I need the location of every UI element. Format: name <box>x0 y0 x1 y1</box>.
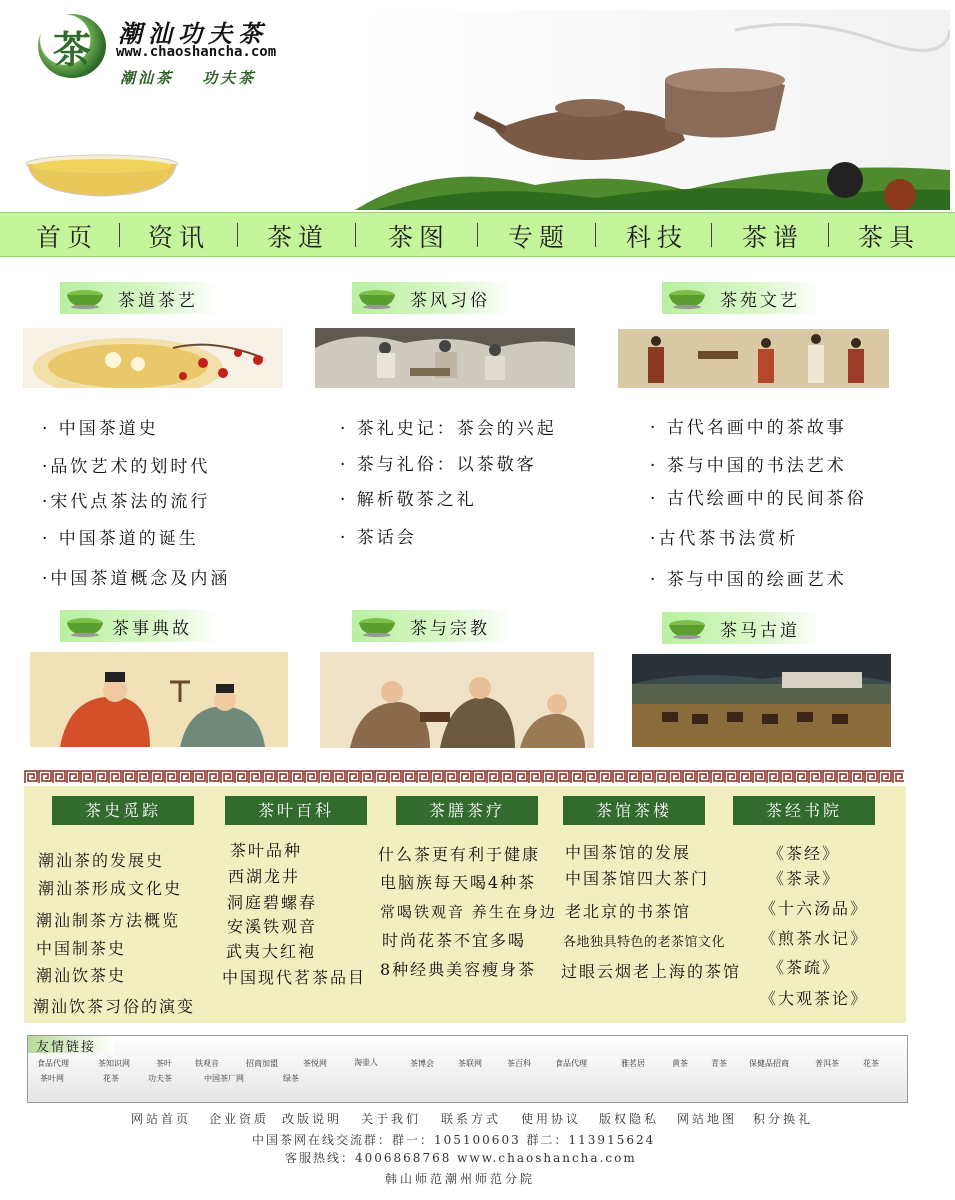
friend-links <box>27 1035 908 1103</box>
article-link[interactable]: · 茶礼史记：茶会的兴起 <box>340 419 557 439</box>
friend-link[interactable]: 茶百科 <box>507 1059 531 1068</box>
list-item[interactable]: 中国茶馆四大茶门 <box>565 869 710 888</box>
friend-link[interactable]: 茶叶网 <box>40 1074 64 1083</box>
teapot-banner-image <box>355 10 950 210</box>
section-title: 茶与宗教 <box>410 619 490 639</box>
nav-technology[interactable]: 科技 <box>626 223 689 252</box>
friend-link[interactable]: 茶联网 <box>458 1059 482 1068</box>
friend-link[interactable]: 淘壶人 <box>354 1058 378 1067</box>
list-item[interactable]: 潮汕饮茶习俗的演变 <box>33 997 196 1016</box>
list-item[interactable]: 《煎茶水记》 <box>760 929 869 948</box>
footer-link[interactable]: 改版说明 <box>282 1112 343 1126</box>
monks-tea-painting-image[interactable] <box>320 652 594 748</box>
section-header-religion[interactable] <box>352 610 510 642</box>
article-link[interactable]: ·古代茶书法赏析 <box>650 529 799 549</box>
friend-link[interactable]: 食品代理 <box>37 1059 69 1068</box>
nav-divider <box>477 223 478 247</box>
friend-link[interactable]: 保健品招商 <box>749 1059 789 1068</box>
footer-link[interactable]: 网站首页 <box>131 1112 192 1126</box>
list-item[interactable]: 8种经典美容瘦身茶 <box>380 960 537 979</box>
tab-tea-history[interactable]: 茶史觅踪 <box>52 796 194 825</box>
anecdote-painting-image[interactable] <box>30 652 288 747</box>
section-title: 茶风习俗 <box>410 291 490 311</box>
friend-link[interactable]: 茶知识网 <box>98 1059 130 1068</box>
nav-divider <box>828 223 829 247</box>
tea-scholars-painting-image[interactable] <box>315 328 575 388</box>
section-title: 茶马古道 <box>720 621 800 641</box>
list-item[interactable]: 电脑族每天喝4种茶 <box>380 873 537 892</box>
list-item[interactable]: 潮汕茶的发展史 <box>38 851 165 870</box>
footer-service-hotline: 客服热线：4006868768 www.chaoshancha.com <box>285 1151 637 1165</box>
friend-link[interactable]: 茶叶 <box>156 1059 172 1068</box>
nav-divider <box>237 223 238 247</box>
list-item[interactable]: 安溪铁观音 <box>227 917 318 936</box>
article-link[interactable]: · 茶与礼俗：以茶敬客 <box>340 455 537 475</box>
ancient-painting-image[interactable] <box>618 329 889 388</box>
tab-tea-houses[interactable]: 茶馆茶楼 <box>563 796 705 825</box>
main-nav <box>0 212 955 257</box>
list-item[interactable]: 常喝铁观音 养生在身边 <box>380 903 557 921</box>
friend-link[interactable]: 招商加盟 <box>246 1059 278 1068</box>
article-link[interactable]: ·中国茶道概念及内涵 <box>42 569 231 589</box>
logo-icon[interactable] <box>38 14 106 78</box>
list-item[interactable]: 时尚花茶不宜多喝 <box>382 931 527 950</box>
article-link[interactable]: · 中国茶道史 <box>42 419 159 439</box>
nav-home[interactable]: 首页 <box>36 223 99 252</box>
list-item[interactable]: 过眼云烟老上海的茶馆 <box>561 962 742 981</box>
friend-link[interactable]: 青茶 <box>711 1059 727 1068</box>
article-link[interactable]: · 中国茶道的诞生 <box>42 529 199 549</box>
list-item[interactable]: 《大观茶论》 <box>760 989 869 1008</box>
decorative-border <box>24 770 904 784</box>
tea-cup-icon <box>356 615 398 637</box>
footer-link[interactable]: 关于我们 <box>361 1112 422 1126</box>
nav-divider <box>595 223 596 247</box>
list-item[interactable]: 《茶经》 <box>768 844 841 863</box>
list-item[interactable]: 什么茶更有利于健康 <box>378 845 541 864</box>
list-item[interactable]: 中国现代茗茶品目 <box>222 968 367 987</box>
footer-link[interactable]: 网站地图 <box>677 1112 738 1126</box>
friend-link[interactable]: 普洱茶 <box>815 1059 839 1068</box>
tab-tea-encyclopedia[interactable]: 茶叶百科 <box>225 796 367 825</box>
article-link[interactable]: · 茶与中国的绘画艺术 <box>650 570 847 590</box>
friend-link[interactable]: 黄茶 <box>672 1059 688 1068</box>
footer-link[interactable]: 版权隐私 <box>599 1112 660 1126</box>
section-header-literature[interactable] <box>662 282 820 314</box>
section-title: 茶苑文艺 <box>720 291 800 311</box>
logo-char: 茶 <box>52 26 91 72</box>
nav-tea-pictures[interactable]: 茶图 <box>388 223 451 252</box>
list-item[interactable]: 西湖龙井 <box>228 867 301 886</box>
list-item[interactable]: 潮汕茶形成文化史 <box>38 879 183 898</box>
list-item[interactable]: 《茶录》 <box>768 869 841 888</box>
nav-topics[interactable]: 专题 <box>508 223 571 252</box>
section-title: 茶道茶艺 <box>118 291 198 311</box>
section-header-tea-art[interactable] <box>60 282 218 314</box>
footer-link[interactable]: 积分换礼 <box>753 1112 814 1126</box>
article-link[interactable]: ·宋代点茶法的流行 <box>42 492 211 512</box>
footer-school: 韩山师范潮州师范分院 <box>385 1172 536 1186</box>
tea-cup-icon <box>666 287 708 309</box>
list-item[interactable]: 中国茶馆的发展 <box>565 843 692 862</box>
tea-cup-icon <box>64 615 106 637</box>
list-item[interactable]: 茶叶品种 <box>230 841 303 860</box>
site-url: www.chaoshancha.com <box>116 44 277 60</box>
friend-link[interactable]: 食品代理 <box>555 1059 587 1068</box>
list-item[interactable]: 洞庭碧螺春 <box>227 893 318 912</box>
tea-cup-icon <box>64 287 106 309</box>
list-item[interactable]: 潮汕饮茶史 <box>36 966 127 985</box>
nav-tea-ware[interactable]: 茶具 <box>858 223 921 252</box>
friend-links-title: 友情链接 <box>28 1036 114 1053</box>
section-title: 茶事典故 <box>112 619 192 639</box>
footer-link[interactable]: 联系方式 <box>441 1112 502 1126</box>
friend-link[interactable]: 花茶 <box>863 1059 879 1068</box>
friend-link[interactable]: 中国茶厂网 <box>204 1074 244 1083</box>
tea-cup-icon <box>666 617 708 639</box>
list-item[interactable]: 中国制茶史 <box>36 939 127 958</box>
article-link[interactable]: · 茶与中国的书法艺术 <box>650 456 847 476</box>
article-link[interactable]: · 古代绘画中的民间茶俗 <box>650 489 867 509</box>
list-item[interactable]: 老北京的书茶馆 <box>565 902 692 921</box>
teacup-image <box>22 150 182 200</box>
site-title: 潮汕功夫茶 <box>118 19 268 48</box>
nav-divider <box>711 223 712 247</box>
list-item[interactable]: 《十六汤品》 <box>760 899 869 918</box>
article-link[interactable]: · 古代名画中的茶故事 <box>650 418 847 438</box>
friend-link[interactable]: 茶悦网 <box>303 1059 327 1068</box>
nav-divider <box>355 223 356 247</box>
article-link[interactable]: · 茶话会 <box>340 528 417 548</box>
section-header-tea-horse-road[interactable] <box>662 612 820 644</box>
footer-link[interactable]: 使用协议 <box>521 1112 582 1126</box>
nav-tea-guide[interactable]: 茶谱 <box>742 223 805 252</box>
friend-link[interactable]: 绿茶 <box>283 1074 299 1083</box>
nav-divider <box>119 223 120 247</box>
friend-link[interactable]: 功夫茶 <box>148 1074 172 1083</box>
nav-news[interactable]: 资讯 <box>148 223 211 252</box>
section-header-customs[interactable] <box>352 282 510 314</box>
tab-tea-classics[interactable]: 茶经书院 <box>733 796 875 825</box>
friend-link[interactable]: 花茶 <box>103 1074 119 1083</box>
list-item[interactable]: 《茶疏》 <box>768 958 841 977</box>
tea-horse-road-photo[interactable] <box>632 654 891 747</box>
section-header-anecdotes[interactable] <box>60 610 218 642</box>
tab-tea-diet[interactable]: 茶膳茶疗 <box>396 796 538 825</box>
tea-cup-icon <box>356 287 398 309</box>
nav-tea-way[interactable]: 茶道 <box>267 223 330 252</box>
article-link[interactable]: · 解析敬茶之礼 <box>340 490 477 510</box>
friend-link[interactable]: 铁观音 <box>195 1059 219 1068</box>
tea-cup-flowers-image[interactable] <box>23 328 283 388</box>
friend-link[interactable]: 茶博会 <box>410 1059 434 1068</box>
list-item[interactable]: 潮汕制茶方法概览 <box>36 911 181 930</box>
list-item[interactable]: 武夷大红袍 <box>226 942 317 961</box>
site-subtitle: 潮汕茶 功夫茶 <box>120 69 257 87</box>
friend-link[interactable]: 雅茗居 <box>621 1059 645 1068</box>
footer-link[interactable]: 企业资质 <box>209 1112 270 1126</box>
footer-qq-groups: 中国茶网在线交流群：群一：105100603 群二：113915624 <box>252 1133 656 1147</box>
article-link[interactable]: ·品饮艺术的划时代 <box>42 457 211 477</box>
list-item[interactable]: 各地独具特色的老茶馆文化 <box>563 935 726 950</box>
